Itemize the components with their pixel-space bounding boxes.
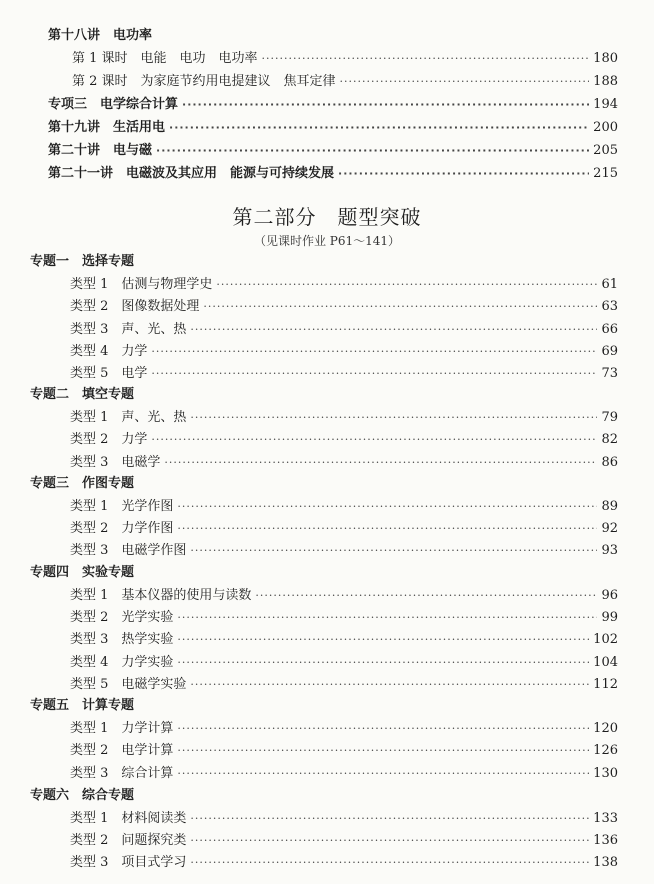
page-number: 215 <box>593 166 618 181</box>
toc-entry[interactable] <box>70 629 618 651</box>
toc-entry[interactable] <box>70 763 618 785</box>
page-number: 96 <box>601 588 618 603</box>
part-title: 第二部分 题型突破 <box>232 205 422 229</box>
entry-label: 类型 5 电学 <box>70 366 148 381</box>
page-number: 93 <box>601 543 618 558</box>
toc-entry[interactable] <box>70 852 618 874</box>
page-number: 99 <box>601 610 618 625</box>
page-number: 138 <box>593 855 618 870</box>
page-number: 130 <box>593 766 618 781</box>
page-number: 200 <box>593 120 618 135</box>
page-number: 194 <box>593 97 618 112</box>
toc-entry-chapter-20[interactable] <box>48 140 618 162</box>
dot-leader <box>190 674 589 696</box>
page-number: 82 <box>601 432 618 447</box>
toc-entry[interactable] <box>70 830 618 852</box>
toc-entry-chapter-21[interactable] <box>48 163 618 185</box>
page-number: 126 <box>593 743 618 758</box>
topic-heading-2: 专题二 填空专题 <box>30 387 135 402</box>
entry-label: 类型 3 声、光、热 <box>70 322 187 337</box>
toc-entry[interactable] <box>70 585 618 607</box>
page-number: 188 <box>593 74 618 89</box>
entry-label: 类型 1 基本仪器的使用与读数 <box>70 588 252 603</box>
entry-label: 类型 1 力学计算 <box>70 721 174 736</box>
toc-entry[interactable] <box>70 363 618 385</box>
page-number: 205 <box>593 143 618 158</box>
entry-label: 类型 2 电学计算 <box>70 743 174 758</box>
dot-leader <box>151 341 597 363</box>
toc-entry-lesson-1[interactable] <box>72 48 618 70</box>
topic-heading-3: 专题三 作图专题 <box>30 476 135 491</box>
toc-entry[interactable] <box>70 674 618 696</box>
dot-leader <box>340 71 590 93</box>
toc-chapter-18 <box>48 26 152 46</box>
toc-entry[interactable] <box>70 540 618 562</box>
page-number: 69 <box>601 344 618 359</box>
dot-leader <box>177 518 597 540</box>
entry-label: 第 1 课时 电能 电功 电功率 <box>72 51 258 66</box>
toc-entry-chapter-19[interactable] <box>48 117 618 139</box>
entry-label: 类型 3 综合计算 <box>70 766 174 781</box>
entry-label: 第二十一讲 电磁波及其应用 能源与可持续发展 <box>48 166 335 181</box>
toc-entry[interactable] <box>70 319 618 341</box>
dot-leader <box>177 496 597 518</box>
page-number: 92 <box>601 521 618 536</box>
entry-label: 第 2 课时 为家庭节约用电提建议 焦耳定律 <box>72 74 336 89</box>
toc-entry[interactable] <box>70 652 618 674</box>
toc-entry[interactable] <box>70 518 618 540</box>
dot-leader <box>190 407 597 429</box>
page-number: 63 <box>601 299 618 314</box>
page-number: 79 <box>601 410 618 425</box>
dot-leader <box>151 429 597 451</box>
dot-leader <box>177 718 589 740</box>
dot-leader <box>216 274 597 296</box>
toc-entry[interactable] <box>70 296 618 318</box>
dot-leader <box>190 852 589 874</box>
toc-entry[interactable] <box>70 718 618 740</box>
toc-entry[interactable] <box>70 496 618 518</box>
dot-leader <box>190 319 597 341</box>
chapter-label: 第十八讲 电功率 <box>48 28 153 43</box>
dot-leader <box>190 808 589 830</box>
page-number: 104 <box>593 655 618 670</box>
entry-label: 类型 5 电磁学实验 <box>70 677 187 692</box>
topic-heading-6: 专题六 综合专题 <box>30 788 135 803</box>
entry-label: 专项三 电学综合计算 <box>48 97 179 112</box>
entry-label: 类型 2 问题探究类 <box>70 833 187 848</box>
topic-heading-4: 专题四 实验专题 <box>30 565 135 580</box>
dot-leader <box>156 140 589 162</box>
entry-label: 类型 1 估测与物理学史 <box>70 277 213 292</box>
entry-label: 类型 1 材料阅读类 <box>70 811 187 826</box>
dot-leader <box>190 540 597 562</box>
page-number: 61 <box>601 277 618 292</box>
page-number: 120 <box>593 721 618 736</box>
toc-entry[interactable] <box>70 274 618 296</box>
toc-entry[interactable] <box>70 452 618 474</box>
toc-entry-lesson-2[interactable] <box>72 71 618 93</box>
entry-label: 类型 4 力学实验 <box>70 655 174 670</box>
dot-leader <box>177 629 589 651</box>
entry-label: 第十九讲 生活用电 <box>48 120 166 135</box>
entry-label: 类型 2 图像数据处理 <box>70 299 200 314</box>
toc-entry[interactable] <box>70 341 618 363</box>
page-number: 102 <box>593 632 618 647</box>
page-number: 86 <box>601 455 618 470</box>
page-number: 89 <box>601 499 618 514</box>
dot-leader <box>262 48 590 70</box>
toc-entry[interactable] <box>70 808 618 830</box>
toc-entry[interactable] <box>70 740 618 762</box>
toc-entry[interactable] <box>70 607 618 629</box>
topic-heading-5: 专题五 计算专题 <box>30 698 135 713</box>
page-number: 133 <box>593 811 618 826</box>
entry-label: 类型 1 声、光、热 <box>70 410 187 425</box>
dot-leader <box>177 652 589 674</box>
part-subtitle: （见课时作业 P61～141） <box>253 234 401 248</box>
entry-label: 类型 2 力学 <box>70 432 148 447</box>
page-number: 66 <box>601 322 618 337</box>
entry-label: 类型 3 项目式学习 <box>70 855 187 870</box>
dot-leader <box>164 452 597 474</box>
dot-leader <box>338 163 589 185</box>
entry-label: 类型 3 热学实验 <box>70 632 174 647</box>
toc-entry[interactable] <box>70 429 618 451</box>
dot-leader <box>177 740 589 762</box>
dot-leader <box>177 607 597 629</box>
page-number: 112 <box>593 677 618 692</box>
entry-label: 类型 3 电磁学 <box>70 455 161 470</box>
dot-leader <box>190 830 589 852</box>
entry-label: 类型 2 光学实验 <box>70 610 174 625</box>
toc-entry-special-3[interactable] <box>48 94 618 116</box>
page-number: 136 <box>593 833 618 848</box>
dot-leader <box>177 763 589 785</box>
entry-label: 类型 2 力学作图 <box>70 521 174 536</box>
entry-label: 第二十讲 电与磁 <box>48 143 153 158</box>
entry-label: 类型 1 光学作图 <box>70 499 174 514</box>
entry-label: 类型 4 力学 <box>70 344 148 359</box>
page-number: 180 <box>593 51 618 66</box>
dot-leader <box>203 296 597 318</box>
dot-leader <box>151 363 597 385</box>
topic-heading-1: 专题一 选择专题 <box>30 254 135 269</box>
dot-leader <box>169 117 589 139</box>
dot-leader <box>182 94 589 116</box>
dot-leader <box>255 585 597 607</box>
page-number: 73 <box>601 366 618 381</box>
toc-entry[interactable] <box>70 407 618 429</box>
entry-label: 类型 3 电磁学作图 <box>70 543 187 558</box>
